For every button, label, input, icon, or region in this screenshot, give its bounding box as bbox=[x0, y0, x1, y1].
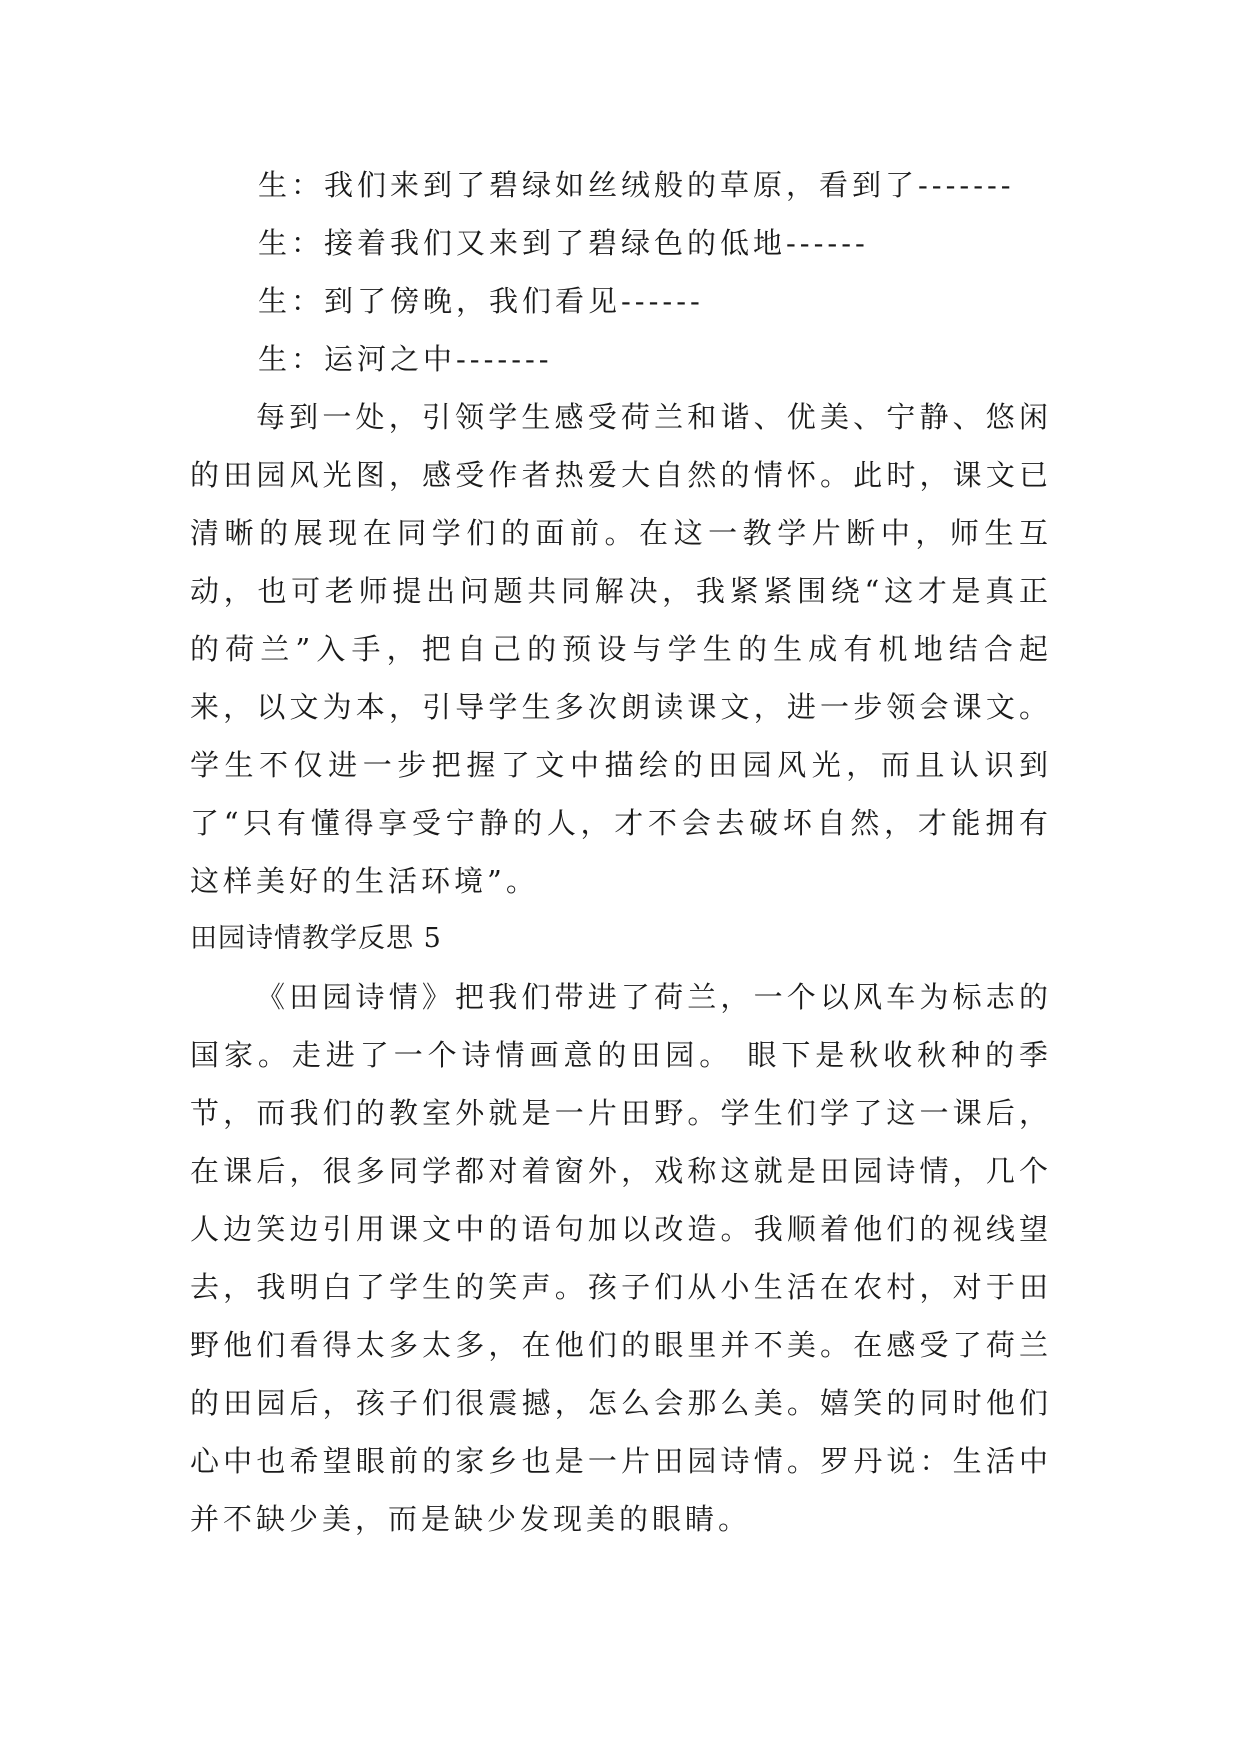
body-paragraph-reflection: 每到一处，引领学生感受荷兰和谐、优美、宁静、悠闲的田园风光图，感受作者热爱大自然的情怀。此时，课文已清晰的展现在同学们的面前。在这一教学片断中，师生互动，也可老师提出问题共同解决，我紧紧围绕“这才是真正的荷兰”入手，把自己的预设与学生的生成有机地结合起来，以文为本，引导学生多次朗读课文，进一步领会课文。学生不仅进一步把握了文中描绘的田园风光，而且认识到了“只有懂得享受宁静的人，才不会去破坏自然，才能拥有这样美好的生活环境”。 bbox=[190, 400, 1052, 898]
body-paragraph-essay: 《田园诗情》把我们带进了荷兰，一个以风车为标志的国家。走进了一个诗情画意的田园。 眼下是秋收秋种的季节，而我们的教室外就是一片田野。学生们学了这一课后，在课后，很多同学都对着窗外，戏称这就是田园诗情，几个人边笑边引用课文中的语句加以改造。我顺着他们的视线望去，我明白了学生的笑声。孩子们从小生活在农村，对于田野他们看得太多太多，在他们的眼里并不美。在感受了荷兰的田园后，孩子们很震撼，怎么会那么美。嬉笑的同时他们心中也希望眼前的家乡也是一片田园诗情。罗丹说：生活中并不缺少美，而是缺少发现美的眼睛。 bbox=[190, 980, 1052, 1536]
dialog-line: 生：我们来到了碧绿如丝绒般的草原，看到了------- bbox=[258, 168, 1015, 202]
dialog-line: 生：运河之中------- bbox=[258, 342, 553, 376]
dialog-line: 生：接着我们又来到了碧绿色的低地------ bbox=[258, 226, 869, 260]
section-heading: 田园诗情教学反思 5 bbox=[190, 923, 442, 954]
document-page bbox=[190, 156, 1052, 1548]
dialog-line: 生：到了傍晚，我们看见------ bbox=[258, 284, 704, 318]
